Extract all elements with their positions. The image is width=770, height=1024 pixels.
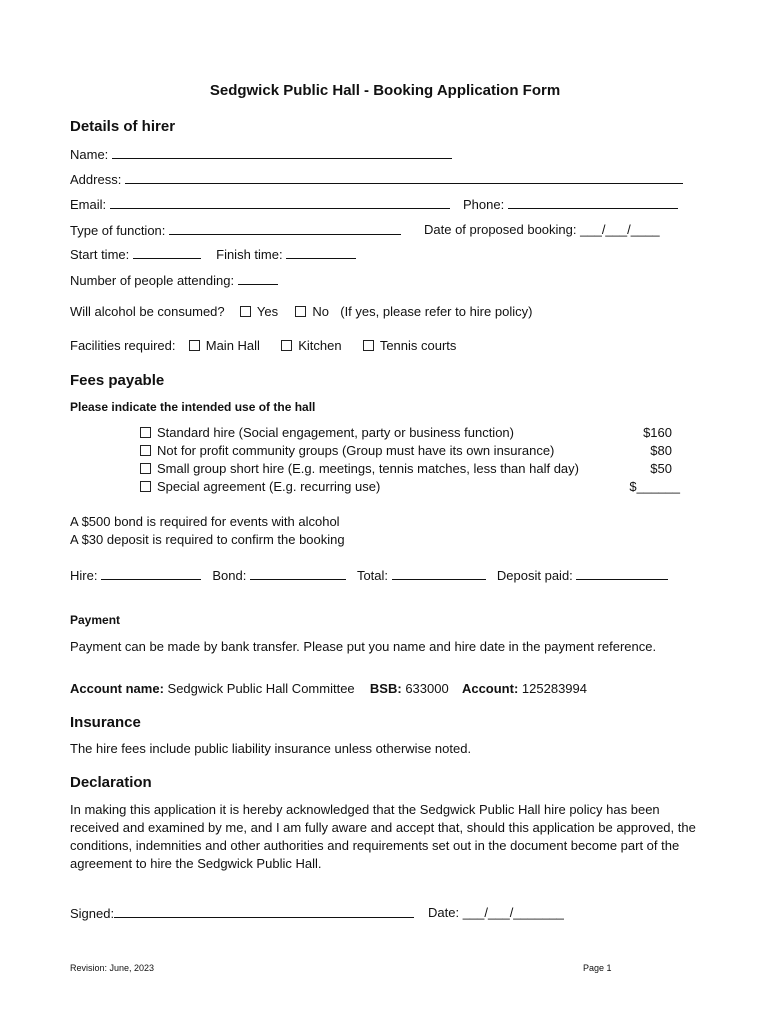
- facility-tennis-courts-label: Tennis courts: [379, 338, 457, 353]
- fee-not-for-profit-checkbox[interactable]: [140, 445, 151, 456]
- fee-special-price: $______: [629, 479, 680, 494]
- account-name-label: Account name:: [70, 681, 164, 696]
- fees-subheading: Please indicate the intended use of the hall: [70, 400, 316, 414]
- insurance-text: The hire fees include public liability insurance unless otherwise noted.: [70, 741, 472, 756]
- totals-row: [70, 567, 668, 583]
- alcohol-label: Will alcohol be consumed?: [70, 304, 225, 319]
- deposit-paid-label: Deposit paid:: [496, 568, 573, 583]
- booking-date-label: Date of proposed booking:: [424, 222, 577, 237]
- alcohol-yes-label: Yes: [256, 304, 279, 319]
- facility-kitchen-checkbox[interactable]: [281, 340, 292, 351]
- fee-small-group-price: $50: [650, 461, 672, 476]
- account-row: [70, 681, 587, 696]
- start-time-label: Start time:: [70, 247, 130, 262]
- fee-standard-price: $160: [643, 425, 672, 440]
- declaration-date-label: Date:: [428, 905, 460, 920]
- fee-option-not-for-profit: [140, 443, 680, 461]
- hire-field[interactable]: [101, 567, 201, 580]
- fee-standard-checkbox[interactable]: [140, 427, 151, 438]
- alcohol-note: (If yes, please refer to hire policy): [340, 304, 533, 319]
- finish-time-label: Finish time:: [216, 247, 283, 262]
- facility-main-hall-label: Main Hall: [205, 338, 260, 353]
- declaration-date-row: [428, 905, 564, 920]
- account-number-value: 125283994: [521, 681, 587, 696]
- fee-special-label: Special agreement (E.g. recurring use): [157, 479, 381, 494]
- fee-small-group-checkbox[interactable]: [140, 463, 151, 474]
- fee-not-for-profit-label: Not for profit community groups (Group must have its own insurance): [157, 443, 555, 458]
- address-row: [70, 171, 683, 187]
- payment-heading: Payment: [70, 613, 121, 627]
- people-label: Number of people attending:: [70, 273, 235, 288]
- facility-main-hall-checkbox[interactable]: [189, 340, 200, 351]
- facilities-label: Facilities required:: [70, 338, 176, 353]
- deposit-note: A $30 deposit is required to confirm the booking: [70, 532, 345, 547]
- name-field[interactable]: [112, 146, 452, 159]
- bsb-label: BSB:: [369, 681, 402, 696]
- fee-small-group-label: Small group short hire (E.g. meetings, tennis matches, less than half day): [157, 461, 579, 476]
- facilities-row: [70, 338, 456, 353]
- signature-row: [70, 905, 414, 921]
- function-label: Type of function:: [70, 223, 166, 238]
- finish-time-field[interactable]: [286, 246, 356, 259]
- phone-label: Phone:: [463, 197, 505, 212]
- times-row: [70, 246, 356, 262]
- form-title: Sedgwick Public Hall - Booking Application Form: [209, 82, 561, 99]
- deposit-paid-field[interactable]: [576, 567, 668, 580]
- phone-row: [463, 196, 678, 212]
- alcohol-row: [70, 304, 532, 319]
- page-number: Page 1: [583, 963, 612, 973]
- revision-note: Revision: June, 2023: [70, 963, 155, 973]
- people-field[interactable]: [238, 272, 278, 285]
- bond-field[interactable]: [250, 567, 346, 580]
- declaration-heading: Declaration: [70, 774, 152, 791]
- declaration-text: In making this application it is hereby acknowledged that the Sedgwick Public Hall hire policy has been received and examined by me, and I am fully aware and accept that, should this application be approved, the conditions, indemnities and other authorities and requirements set out in the document become part of the agreement to hire the Sedgwick Public Hall.: [70, 802, 696, 871]
- bsb-value: 633000: [405, 681, 449, 696]
- account-number-label: Account:: [461, 681, 519, 696]
- alcohol-yes-checkbox[interactable]: [240, 306, 251, 317]
- booking-date-field[interactable]: ___/___/____: [580, 222, 660, 237]
- name-label: Name:: [70, 147, 109, 162]
- fee-option-small-group: [140, 461, 680, 479]
- bond-note: A $500 bond is required for events with alcohol: [70, 514, 340, 529]
- start-time-field[interactable]: [133, 246, 201, 259]
- hire-label: Hire:: [70, 568, 98, 583]
- hirer-heading: Details of hirer: [70, 118, 176, 135]
- declaration-date-field[interactable]: ___/___/_______: [462, 905, 564, 920]
- function-field[interactable]: [169, 222, 401, 235]
- function-row: [70, 222, 401, 238]
- email-field[interactable]: [110, 196, 450, 209]
- email-row: [70, 196, 450, 212]
- total-label: Total:: [356, 568, 389, 583]
- email-label: Email:: [70, 197, 107, 212]
- address-field[interactable]: [125, 171, 683, 184]
- fee-option-standard: [140, 425, 680, 443]
- alcohol-no-label: No: [312, 304, 329, 319]
- fee-standard-label: Standard hire (Social engagement, party or business function): [157, 425, 514, 440]
- fee-not-for-profit-price: $80: [650, 443, 672, 458]
- phone-field[interactable]: [508, 196, 678, 209]
- people-row: [70, 272, 278, 288]
- signed-label: Signed:: [70, 906, 115, 921]
- alcohol-no-checkbox[interactable]: [295, 306, 306, 317]
- bond-label: Bond:: [212, 568, 247, 583]
- facility-tennis-courts-checkbox[interactable]: [363, 340, 374, 351]
- fee-special-checkbox[interactable]: [140, 481, 151, 492]
- address-label: Address:: [70, 172, 122, 187]
- facility-kitchen-label: Kitchen: [298, 338, 342, 353]
- fees-heading: Fees payable: [70, 372, 165, 389]
- total-field[interactable]: [392, 567, 486, 580]
- fee-option-special: [140, 479, 680, 497]
- name-row: [70, 146, 452, 162]
- insurance-heading: Insurance: [70, 714, 141, 731]
- account-name-value: Sedgwick Public Hall Committee: [167, 681, 355, 696]
- signature-field[interactable]: [114, 905, 414, 918]
- booking-date-row: [424, 222, 660, 237]
- payment-text: Payment can be made by bank transfer. Please put you name and hire date in the payment reference.: [70, 639, 657, 654]
